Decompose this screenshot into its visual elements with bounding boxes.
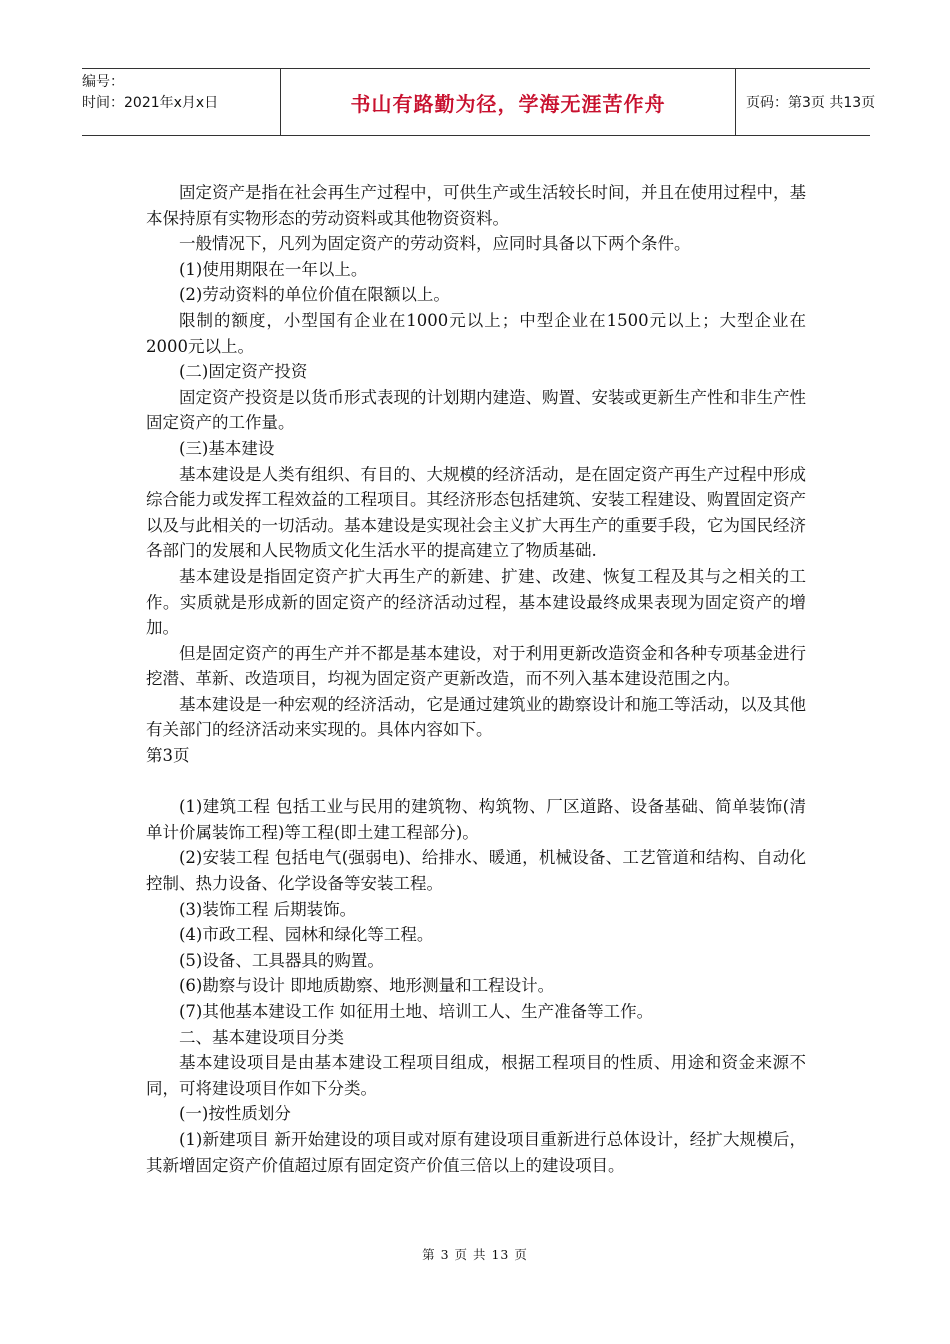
list-item: (2)安装工程 包括电气(强弱电)、给排水、暖通，机械设备、工艺管道和结构、自动化控制、热力设备、化学设备等安装工程。 [146, 848, 806, 894]
list-item: (3)装饰工程 后期装饰。 [179, 899, 357, 919]
paragraph: 限制的额度，小型国有企业在1000元以上；中型企业在1500元以上；大型企业在2000元以上。 [146, 310, 806, 356]
section-heading: 二、基本建设项目分类 [179, 1027, 344, 1047]
paragraph: (1)使用期限在一年以上。 [179, 259, 368, 279]
list-item: (4)市政工程、园林和绿化等工程。 [179, 925, 434, 945]
list-item: (5)设备、工具器具的购置。 [179, 950, 384, 970]
paragraph: 基本建设是指固定资产扩大再生产的新建、扩建、改建、恢复工程及其与之相关的工作。实质就是形成新的固定资产的经济活动过程，基本建设最终成果表现为固定资产的增加。 [146, 566, 806, 638]
paragraph: 基本建设是人类有组织、有目的、大规模的经济活动，是在固定资产再生产过程中形成综合能力或发挥工程效益的工程项目。其经济形态包括建筑、安装工程建设、购置固定资产以及与此相关的一切活动。基本建设是实现社会主义扩大再生产的重要手段，它为国民经济各部门的发展和人民物质文化生活水平的提高建立了物质基础. [146, 464, 806, 561]
page-marker: 第3页 [146, 746, 190, 766]
list-item: (1)建筑工程 包括工业与民用的建筑物、构筑物、厂区道路、设备基础、简单装饰(清单计价属装饰工程)等工程(即土建工程部分)。 [146, 797, 806, 842]
paragraph: 一般情况下，凡列为固定资产的劳动资料，应同时具备以下两个条件。 [179, 234, 691, 254]
paragraph: 但是固定资产的再生产并不都是基本建设，对于利用更新改造资金和各种专项基金进行挖潜、革新、改造项目，均视为固定资产更新改造，而不列入基本建设范围之内。 [146, 643, 806, 689]
document-header [82, 68, 876, 136]
section-heading: (一)按性质划分 [179, 1104, 291, 1124]
paragraph: 固定资产是指在社会再生产过程中，可供生产或生活较长时间，并且在使用过程中，基本保持原有实物形态的劳动资料或其他物资资料。 [146, 183, 806, 228]
paragraph: 基本建设项目是由基本建设工程项目组成，根据工程项目的性质、用途和资金来源不同，可将建设项目作如下分类。 [146, 1053, 806, 1098]
document-date: 时间：2021年x月x日 [82, 95, 219, 111]
page-footer: 第 3 页 共 13 页 [422, 1247, 528, 1262]
list-item: (7)其他基本建设工作 如征用土地、培训工人、生产准备等工作。 [179, 1002, 654, 1021]
header-motto: 书山有路勤为径，学海无涯苦作舟 [280, 69, 736, 135]
paragraph: (2)劳动资料的单位价值在限额以上。 [179, 285, 450, 305]
paragraph: 固定资产投资是以货币形式表现的计划期内建造、购置、安装或更新生产性和非生产性固定资产的工作量。 [146, 387, 806, 433]
section-heading: (二)固定资产投资 [179, 362, 308, 382]
section-heading: (三)基本建设 [179, 438, 275, 458]
header-meta [82, 69, 280, 135]
document-number-label: 编号： [82, 74, 124, 90]
paragraph: (1)新建项目 新开始建设的项目或对原有建设项目重新进行总体设计，经扩大规模后，其新增固定资产价值超过原有固定资产价值三倍以上的建设项目。 [146, 1129, 806, 1175]
document-body [146, 180, 806, 1178]
list-item: (6)勘察与设计 即地质勘察、地形测量和工程设计。 [179, 976, 555, 996]
paragraph: 基本建设是一种宏观的经济活动，它是通过建筑业的勘察设计和施工等活动，以及其他有关部门的经济活动来实现的。具体内容如下。 [146, 694, 806, 740]
header-page-info: 页码：第3页 共13页 [746, 95, 876, 111]
